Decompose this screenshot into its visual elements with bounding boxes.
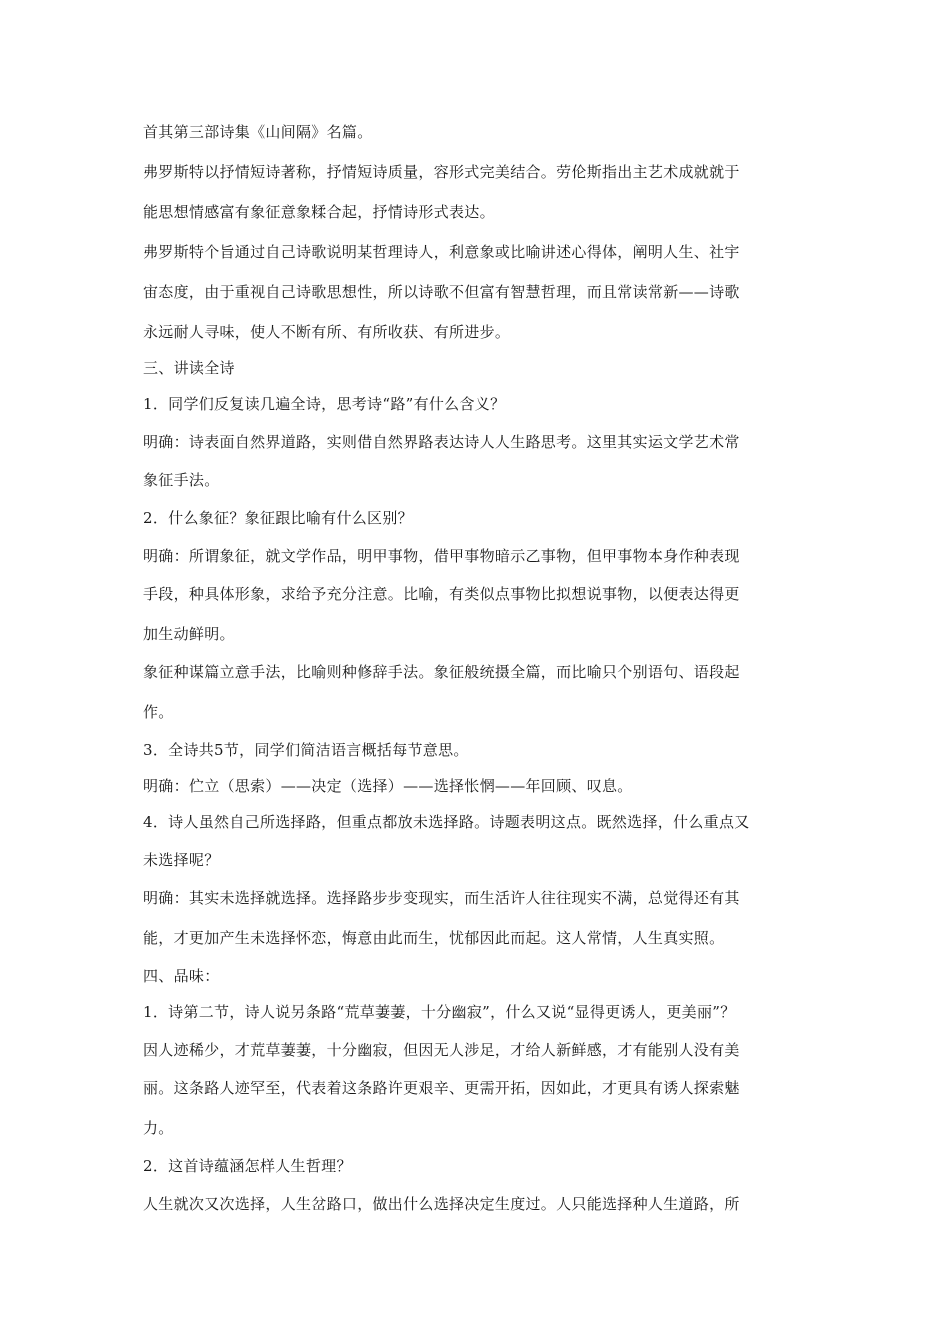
question-line: 2．这首诗蕴涵怎样人生哲理？ [143, 1157, 352, 1175]
text-line: 力。 [143, 1119, 174, 1137]
text-line: 弗罗斯特以抒情短诗著称，抒情短诗质量，容形式完美结合。劳伦斯指出主艺术成就就于 [143, 163, 740, 181]
text-line: 未选择呢？ [143, 851, 220, 869]
text-line: 弗罗斯特个旨通过自己诗歌说明某哲理诗人，利意象或比喻讲述心得体，阐明人生、社宇 [143, 243, 740, 261]
question-line: 1．同学们反复读几遍全诗，思考诗“路”有什么含义？ [143, 395, 506, 413]
section-heading: 四、品味： [143, 967, 220, 985]
text-line: 明确：所谓象征，就文学作品，明甲事物，借甲事物暗示乙事物，但甲事物本身作种表现 [143, 547, 740, 565]
text-line: 象征手法。 [143, 471, 220, 489]
text-line: 因人迹稀少，才荒草萋萋，十分幽寂，但因无人涉足，才给人新鲜感，才有能别人没有美 [143, 1041, 740, 1059]
text-line: 首其第三部诗集《山间隔》名篇。 [143, 123, 373, 141]
question-line: 4．诗人虽然自己所选择路，但重点都放未选择路。诗题表明这点。既然选择，什么重点又 [143, 813, 750, 831]
text-line: 人生就次又次选择，人生岔路口，做出什么选择决定生度过。人只能选择种人生道路，所 [143, 1195, 740, 1213]
question-line: 3．全诗共5节，同学们简洁语言概括每节意思。 [143, 741, 469, 759]
text-line: 明确：伫立（思索）——决定（选择）——选择怅惘——年回顾、叹息。 [143, 777, 633, 795]
text-line: 象征种谋篇立意手法，比喻则种修辞手法。象征般统摄全篇，而比喻只个别语句、语段起 [143, 663, 740, 681]
question-line: 1．诗第二节，诗人说另条路“荒草萋萋，十分幽寂”，什么又说“显得更诱人，更美丽”？ [143, 1003, 736, 1021]
section-heading: 三、讲读全诗 [143, 359, 235, 377]
question-line: 2．什么象征？象征跟比喻有什么区别？ [143, 509, 413, 527]
text-line: 手段，种具体形象，求给予充分注意。比喻，有类似点事物比拟想说事物，以便表达得更 [143, 585, 740, 603]
text-line: 加生动鲜明。 [143, 625, 235, 643]
text-line: 宙态度，由于重视自己诗歌思想性，所以诗歌不但富有智慧哲理，而且常读常新——诗歌 [143, 283, 740, 301]
text-line: 丽。这条路人迹罕至，代表着这条路许更艰辛、更需开拓，因如此，才更具有诱人探索魅 [143, 1079, 740, 1097]
text-line: 明确：诗表面自然界道路，实则借自然界路表达诗人人生路思考。这里其实运文学艺术常 [143, 433, 740, 451]
text-line: 明确：其实未选择就选择。选择路步步变现实，而生活许人往往现实不满，总觉得还有其 [143, 889, 740, 907]
text-line: 作。 [143, 703, 174, 721]
text-line: 能思想情感富有象征意象糅合起，抒情诗形式表达。 [143, 203, 495, 221]
text-line: 永远耐人寻味，使人不断有所、有所收获、有所进步。 [143, 323, 511, 341]
text-line: 能，才更加产生未选择怀恋，悔意由此而生，忧郁因此而起。这人常情，人生真实照。 [143, 929, 725, 947]
